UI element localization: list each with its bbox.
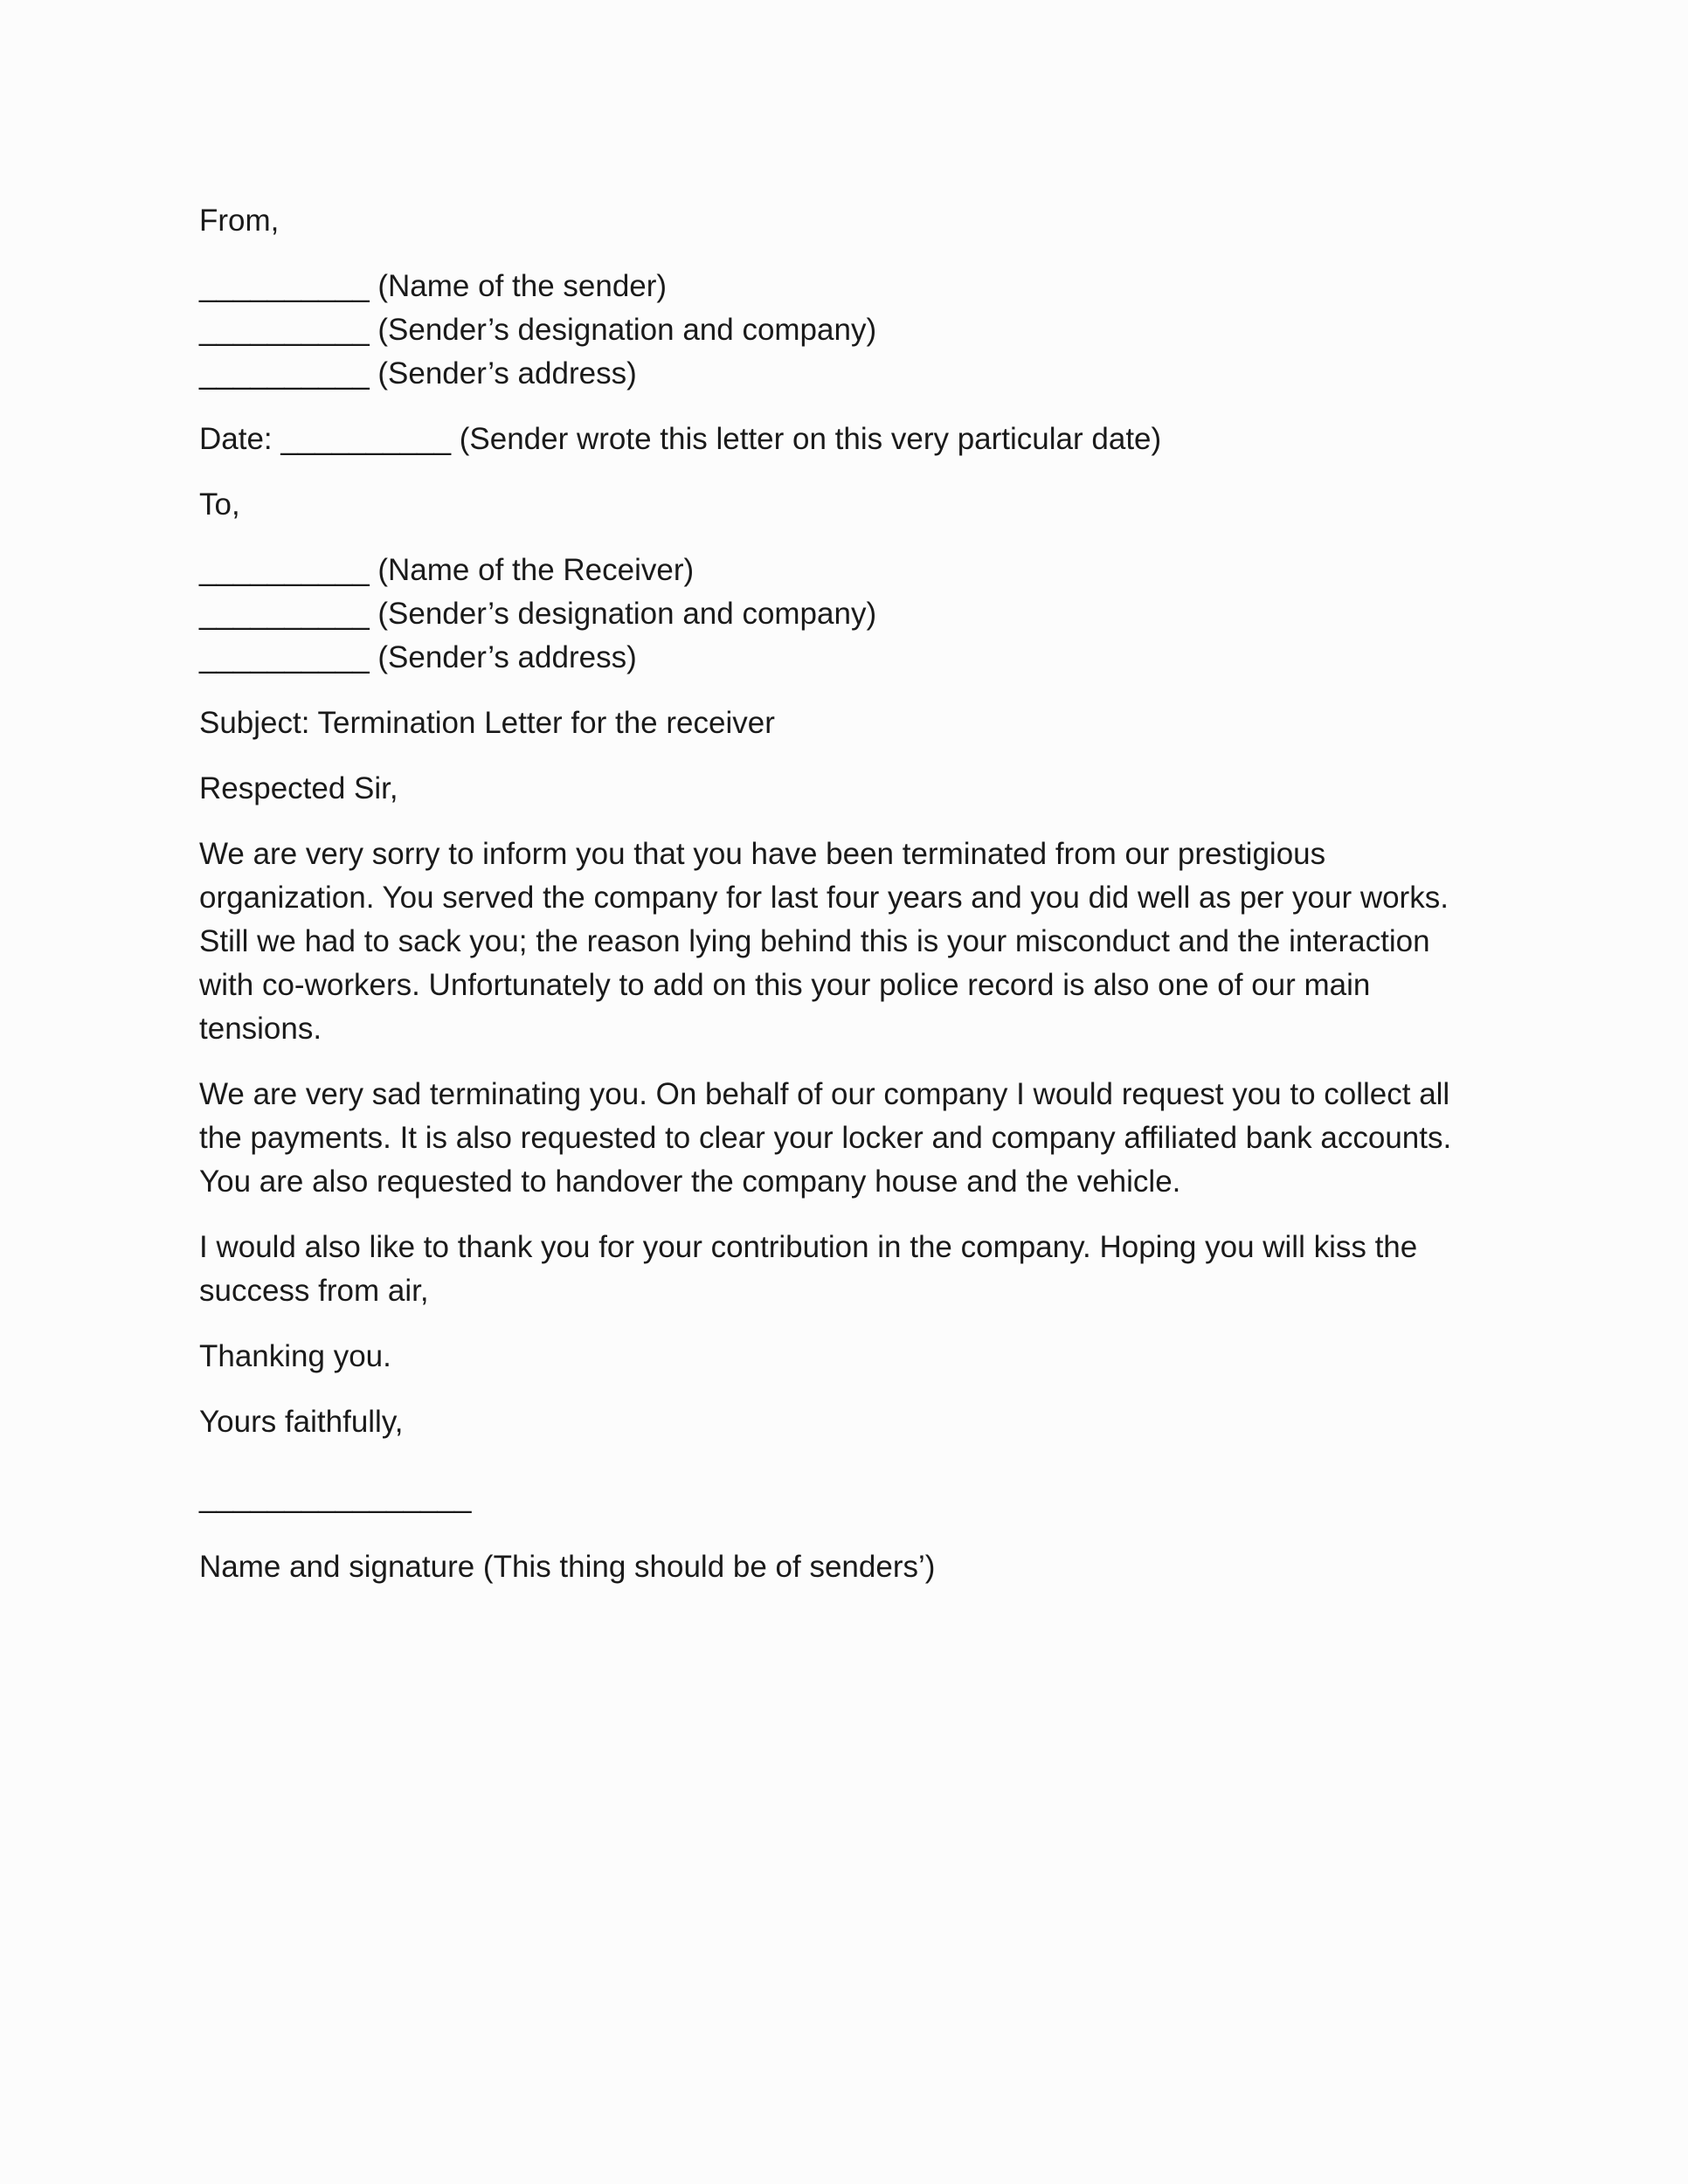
signature-caption: Name and signature (This thing should be of senders’) bbox=[199, 1550, 936, 1584]
receiver-name-line: __________ (Name of the Receiver) bbox=[199, 553, 695, 587]
sender-address-line: __________ (Sender’s address) bbox=[199, 356, 637, 390]
body-paragraph-3: I would also like to thank you for your contribution in the company. Hoping you will kiss the success from air, bbox=[199, 1230, 1418, 1308]
subject-line: Subject: Termination Letter for the receiver bbox=[199, 706, 775, 740]
signature-blank: ________________ bbox=[199, 1480, 472, 1514]
date-line: Date: __________ (Sender wrote this letter on this very particular date) bbox=[199, 422, 1162, 456]
letter-body bbox=[199, 199, 1484, 1611]
to-label: To, bbox=[199, 487, 240, 522]
salutation: Respected Sir, bbox=[199, 771, 398, 805]
closing-line: Yours faithfully, bbox=[199, 1405, 404, 1439]
receiver-address-line: __________ (Sender’s address) bbox=[199, 640, 637, 674]
receiver-designation-line: __________ (Sender’s designation and company) bbox=[199, 597, 877, 631]
body-paragraph-2: We are very sad terminating you. On behalf of our company I would request you to collect all the payments. It is also requested to clear your locker and company affiliated bank accounts. You are also requested to handover the company house and the vehicle. bbox=[199, 1077, 1452, 1199]
body-paragraph-1: We are very sorry to inform you that you have been terminated from our prestigious organization. You served the company for last four years and you did well as per your works. Still we had to sack you; the reason lying behind this is your misconduct and the interaction with co-workers. Unfortunately to add on this your police record is also one of our main tensions. bbox=[199, 837, 1449, 1046]
thanking-line: Thanking you. bbox=[199, 1339, 391, 1373]
from-label: From, bbox=[199, 204, 280, 238]
sender-name-line: __________ (Name of the sender) bbox=[199, 269, 668, 303]
receiver-block bbox=[199, 549, 1484, 680]
sender-block bbox=[199, 265, 1484, 396]
sender-designation-line: __________ (Sender’s designation and company) bbox=[199, 313, 877, 347]
